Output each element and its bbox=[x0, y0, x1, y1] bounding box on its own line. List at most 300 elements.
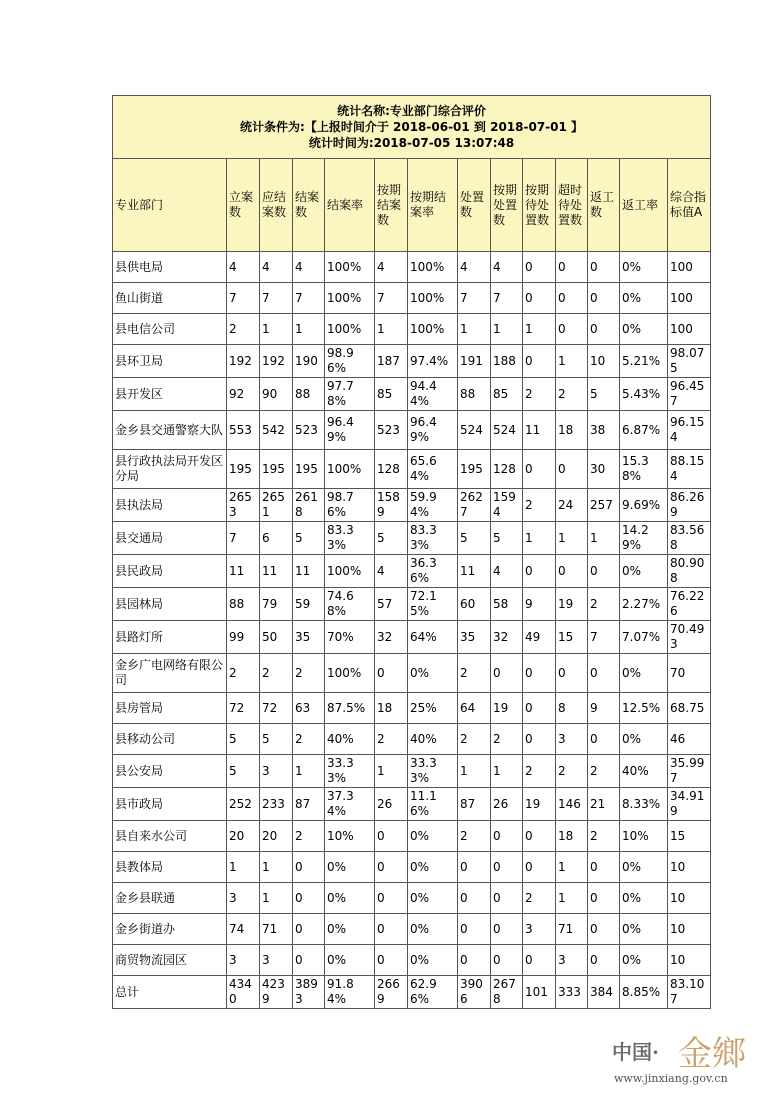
value-cell: 0% bbox=[325, 852, 375, 883]
value-cell: 384 bbox=[588, 976, 620, 1009]
value-cell: 3 bbox=[227, 883, 260, 914]
value-cell: 0 bbox=[523, 283, 556, 314]
value-cell: 32 bbox=[491, 621, 523, 654]
value-cell: 72 bbox=[227, 693, 260, 724]
value-cell: 1 bbox=[458, 314, 491, 345]
value-cell: 87 bbox=[458, 788, 491, 821]
value-cell: 0 bbox=[491, 821, 523, 852]
value-cell: 0 bbox=[588, 314, 620, 345]
value-cell: 0% bbox=[408, 852, 458, 883]
value-cell: 0 bbox=[375, 945, 408, 976]
value-cell: 15.38% bbox=[620, 450, 668, 489]
value-cell: 94.44% bbox=[408, 378, 458, 411]
value-cell: 0 bbox=[556, 252, 588, 283]
value-cell: 3 bbox=[260, 755, 293, 788]
value-cell: 1 bbox=[260, 852, 293, 883]
column-header: 结案率 bbox=[325, 159, 375, 252]
value-cell: 7 bbox=[458, 283, 491, 314]
value-cell: 192 bbox=[260, 345, 293, 378]
column-header: 处置数 bbox=[458, 159, 491, 252]
value-cell: 0 bbox=[556, 654, 588, 693]
value-cell: 1 bbox=[375, 755, 408, 788]
value-cell: 100% bbox=[325, 283, 375, 314]
value-cell: 553 bbox=[227, 411, 260, 450]
value-cell: 64% bbox=[408, 621, 458, 654]
value-cell: 1 bbox=[523, 522, 556, 555]
value-cell: 83.568 bbox=[668, 522, 711, 555]
value-cell: 11.16% bbox=[408, 788, 458, 821]
value-cell: 5 bbox=[588, 378, 620, 411]
value-cell: 90 bbox=[260, 378, 293, 411]
stat-time: 统计时间为:2018-07-05 13:07:48 bbox=[308, 136, 515, 150]
value-cell: 190 bbox=[293, 345, 325, 378]
value-cell: 2 bbox=[293, 654, 325, 693]
column-header: 返工数 bbox=[588, 159, 620, 252]
value-cell: 523 bbox=[293, 411, 325, 450]
value-cell: 74 bbox=[227, 914, 260, 945]
table-row bbox=[113, 654, 711, 693]
table-row bbox=[113, 252, 711, 283]
value-cell: 40% bbox=[325, 724, 375, 755]
value-cell: 5 bbox=[458, 522, 491, 555]
value-cell: 1 bbox=[523, 314, 556, 345]
value-cell: 1 bbox=[293, 314, 325, 345]
table-row bbox=[113, 621, 711, 654]
value-cell: 4 bbox=[375, 252, 408, 283]
value-cell: 60 bbox=[458, 588, 491, 621]
department-cell: 金乡街道办 bbox=[113, 914, 227, 945]
value-cell: 0 bbox=[588, 724, 620, 755]
value-cell: 10 bbox=[668, 883, 711, 914]
value-cell: 2 bbox=[458, 724, 491, 755]
value-cell: 4239 bbox=[260, 976, 293, 1009]
value-cell: 37.34% bbox=[325, 788, 375, 821]
value-cell: 195 bbox=[458, 450, 491, 489]
value-cell: 257 bbox=[588, 489, 620, 522]
value-cell: 4 bbox=[293, 252, 325, 283]
department-cell: 鱼山街道 bbox=[113, 283, 227, 314]
value-cell: 10 bbox=[588, 345, 620, 378]
value-cell: 524 bbox=[458, 411, 491, 450]
value-cell: 4 bbox=[491, 252, 523, 283]
table-row bbox=[113, 883, 711, 914]
value-cell: 96.49% bbox=[408, 411, 458, 450]
value-cell: 1 bbox=[227, 852, 260, 883]
value-cell: 97.78% bbox=[325, 378, 375, 411]
value-cell: 3 bbox=[260, 945, 293, 976]
value-cell: 21 bbox=[588, 788, 620, 821]
value-cell: 7 bbox=[375, 283, 408, 314]
value-cell: 0 bbox=[556, 283, 588, 314]
value-cell: 0 bbox=[458, 883, 491, 914]
value-cell: 0% bbox=[408, 914, 458, 945]
value-cell: 20 bbox=[227, 821, 260, 852]
value-cell: 33.33% bbox=[325, 755, 375, 788]
value-cell: 40% bbox=[408, 724, 458, 755]
table-row bbox=[113, 588, 711, 621]
table-row bbox=[113, 724, 711, 755]
value-cell: 32 bbox=[375, 621, 408, 654]
value-cell: 2669 bbox=[375, 976, 408, 1009]
table-row bbox=[113, 914, 711, 945]
value-cell: 4 bbox=[458, 252, 491, 283]
value-cell: 79 bbox=[260, 588, 293, 621]
value-cell: 1 bbox=[588, 522, 620, 555]
table-row bbox=[113, 283, 711, 314]
value-cell: 0% bbox=[620, 852, 668, 883]
value-cell: 3893 bbox=[293, 976, 325, 1009]
column-header: 按期待处置数 bbox=[523, 159, 556, 252]
value-cell: 7 bbox=[491, 283, 523, 314]
value-cell: 49 bbox=[523, 621, 556, 654]
table-row bbox=[113, 821, 711, 852]
value-cell: 96.154 bbox=[668, 411, 711, 450]
value-cell: 0% bbox=[620, 883, 668, 914]
value-cell: 88 bbox=[458, 378, 491, 411]
value-cell: 63 bbox=[293, 693, 325, 724]
value-cell: 2651 bbox=[260, 489, 293, 522]
value-cell: 3906 bbox=[458, 976, 491, 1009]
value-cell: 333 bbox=[556, 976, 588, 1009]
value-cell: 1 bbox=[375, 314, 408, 345]
value-cell: 1 bbox=[491, 314, 523, 345]
value-cell: 1 bbox=[556, 345, 588, 378]
column-header: 按期结案率 bbox=[408, 159, 458, 252]
value-cell: 0 bbox=[523, 252, 556, 283]
logo-china-text: 中国· bbox=[612, 1040, 659, 1064]
value-cell: 0 bbox=[588, 945, 620, 976]
value-cell: 100 bbox=[668, 314, 711, 345]
column-header-row bbox=[113, 159, 711, 252]
value-cell: 88.154 bbox=[668, 450, 711, 489]
value-cell: 62.96% bbox=[408, 976, 458, 1009]
column-header: 专业部门 bbox=[113, 159, 227, 252]
value-cell: 38 bbox=[588, 411, 620, 450]
value-cell: 128 bbox=[375, 450, 408, 489]
value-cell: 146 bbox=[556, 788, 588, 821]
value-cell: 30 bbox=[588, 450, 620, 489]
value-cell: 2 bbox=[458, 821, 491, 852]
stat-condition: 统计条件为:【上报时间介于 2018-06-01 到 2018-07-01 】 bbox=[240, 120, 584, 134]
table-row bbox=[113, 411, 711, 450]
department-cell: 县教体局 bbox=[113, 852, 227, 883]
value-cell: 0 bbox=[588, 252, 620, 283]
value-cell: 128 bbox=[491, 450, 523, 489]
table-row bbox=[113, 378, 711, 411]
value-cell: 92 bbox=[227, 378, 260, 411]
department-cell: 县供电局 bbox=[113, 252, 227, 283]
value-cell: 0 bbox=[523, 345, 556, 378]
value-cell: 34.919 bbox=[668, 788, 711, 821]
value-cell: 11 bbox=[227, 555, 260, 588]
value-cell: 50 bbox=[260, 621, 293, 654]
value-cell: 101 bbox=[523, 976, 556, 1009]
value-cell: 0 bbox=[556, 555, 588, 588]
value-cell: 7 bbox=[588, 621, 620, 654]
value-cell: 10 bbox=[668, 914, 711, 945]
value-cell: 98.76% bbox=[325, 489, 375, 522]
value-cell: 0 bbox=[523, 693, 556, 724]
department-cell: 县路灯所 bbox=[113, 621, 227, 654]
value-cell: 8.33% bbox=[620, 788, 668, 821]
value-cell: 64 bbox=[458, 693, 491, 724]
value-cell: 3 bbox=[523, 914, 556, 945]
value-cell: 57 bbox=[375, 588, 408, 621]
value-cell: 0% bbox=[620, 914, 668, 945]
table-body bbox=[113, 252, 711, 1009]
value-cell: 1 bbox=[293, 755, 325, 788]
value-cell: 19 bbox=[523, 788, 556, 821]
value-cell: 2 bbox=[523, 883, 556, 914]
value-cell: 1 bbox=[458, 755, 491, 788]
value-cell: 86.269 bbox=[668, 489, 711, 522]
value-cell: 4340 bbox=[227, 976, 260, 1009]
value-cell: 523 bbox=[375, 411, 408, 450]
value-cell: 0 bbox=[458, 945, 491, 976]
site-logo bbox=[612, 1026, 768, 1094]
value-cell: 85 bbox=[375, 378, 408, 411]
value-cell: 0% bbox=[620, 252, 668, 283]
table-row bbox=[113, 450, 711, 489]
value-cell: 0% bbox=[325, 883, 375, 914]
value-cell: 35 bbox=[293, 621, 325, 654]
value-cell: 100% bbox=[325, 252, 375, 283]
value-cell: 8 bbox=[556, 693, 588, 724]
value-cell: 0 bbox=[523, 724, 556, 755]
value-cell: 0 bbox=[375, 883, 408, 914]
value-cell: 5 bbox=[227, 755, 260, 788]
table-row bbox=[113, 852, 711, 883]
department-cell: 县交通局 bbox=[113, 522, 227, 555]
department-cell: 商贸物流园区 bbox=[113, 945, 227, 976]
value-cell: 9 bbox=[523, 588, 556, 621]
value-cell: 192 bbox=[227, 345, 260, 378]
table-row bbox=[113, 522, 711, 555]
value-cell: 542 bbox=[260, 411, 293, 450]
value-cell: 88 bbox=[227, 588, 260, 621]
department-cell: 县民政局 bbox=[113, 555, 227, 588]
table-row bbox=[113, 945, 711, 976]
value-cell: 70% bbox=[325, 621, 375, 654]
value-cell: 188 bbox=[491, 345, 523, 378]
value-cell: 0 bbox=[523, 821, 556, 852]
column-header: 立案数 bbox=[227, 159, 260, 252]
value-cell: 0 bbox=[523, 852, 556, 883]
value-cell: 0 bbox=[491, 945, 523, 976]
value-cell: 0 bbox=[375, 821, 408, 852]
value-cell: 98.96% bbox=[325, 345, 375, 378]
value-cell: 2 bbox=[375, 724, 408, 755]
value-cell: 2.27% bbox=[620, 588, 668, 621]
value-cell: 59.94% bbox=[408, 489, 458, 522]
value-cell: 10 bbox=[668, 945, 711, 976]
value-cell: 35 bbox=[458, 621, 491, 654]
value-cell: 72 bbox=[260, 693, 293, 724]
value-cell: 0 bbox=[556, 450, 588, 489]
value-cell: 0 bbox=[491, 914, 523, 945]
value-cell: 2 bbox=[523, 755, 556, 788]
value-cell: 0% bbox=[325, 914, 375, 945]
value-cell: 7.07% bbox=[620, 621, 668, 654]
value-cell: 0 bbox=[588, 883, 620, 914]
value-cell: 74.68% bbox=[325, 588, 375, 621]
department-cell: 县执法局 bbox=[113, 489, 227, 522]
table-row bbox=[113, 788, 711, 821]
value-cell: 96.457 bbox=[668, 378, 711, 411]
value-cell: 233 bbox=[260, 788, 293, 821]
value-cell: 26 bbox=[375, 788, 408, 821]
value-cell: 0 bbox=[293, 914, 325, 945]
value-cell: 100% bbox=[408, 314, 458, 345]
value-cell: 100% bbox=[325, 450, 375, 489]
value-cell: 1 bbox=[260, 314, 293, 345]
value-cell: 2 bbox=[227, 314, 260, 345]
value-cell: 4 bbox=[227, 252, 260, 283]
value-cell: 85 bbox=[491, 378, 523, 411]
value-cell: 2 bbox=[588, 821, 620, 852]
value-cell: 83.33% bbox=[325, 522, 375, 555]
value-cell: 0 bbox=[375, 914, 408, 945]
value-cell: 2 bbox=[227, 654, 260, 693]
value-cell: 0% bbox=[325, 945, 375, 976]
value-cell: 2678 bbox=[491, 976, 523, 1009]
department-cell: 县房管局 bbox=[113, 693, 227, 724]
value-cell: 72.15% bbox=[408, 588, 458, 621]
value-cell: 0 bbox=[588, 914, 620, 945]
value-cell: 1 bbox=[556, 522, 588, 555]
department-cell: 县行政执法局开发区分局 bbox=[113, 450, 227, 489]
table-row bbox=[113, 489, 711, 522]
value-cell: 7 bbox=[227, 283, 260, 314]
value-cell: 83.33% bbox=[408, 522, 458, 555]
value-cell: 9 bbox=[588, 693, 620, 724]
department-cell: 县移动公司 bbox=[113, 724, 227, 755]
column-header: 按期处置数 bbox=[491, 159, 523, 252]
site-url: www.jinxiang.gov.cn bbox=[614, 1072, 728, 1085]
value-cell: 1 bbox=[260, 883, 293, 914]
value-cell: 11 bbox=[523, 411, 556, 450]
value-cell: 2 bbox=[293, 821, 325, 852]
value-cell: 0 bbox=[491, 852, 523, 883]
value-cell: 97.4% bbox=[408, 345, 458, 378]
value-cell: 7 bbox=[227, 522, 260, 555]
value-cell: 4 bbox=[491, 555, 523, 588]
value-cell: 191 bbox=[458, 345, 491, 378]
value-cell: 2 bbox=[523, 489, 556, 522]
value-cell: 3 bbox=[556, 724, 588, 755]
value-cell: 3 bbox=[227, 945, 260, 976]
value-cell: 0% bbox=[408, 945, 458, 976]
value-cell: 87 bbox=[293, 788, 325, 821]
value-cell: 0 bbox=[556, 314, 588, 345]
value-cell: 15 bbox=[556, 621, 588, 654]
value-cell: 0% bbox=[620, 555, 668, 588]
value-cell: 10% bbox=[620, 821, 668, 852]
value-cell: 0 bbox=[491, 654, 523, 693]
value-cell: 2 bbox=[588, 755, 620, 788]
table-row bbox=[113, 693, 711, 724]
value-cell: 0 bbox=[588, 555, 620, 588]
department-cell: 县开发区 bbox=[113, 378, 227, 411]
value-cell: 20 bbox=[260, 821, 293, 852]
value-cell: 18 bbox=[375, 693, 408, 724]
column-header: 综合指标值A bbox=[668, 159, 711, 252]
value-cell: 524 bbox=[491, 411, 523, 450]
value-cell: 0 bbox=[523, 654, 556, 693]
value-cell: 59 bbox=[293, 588, 325, 621]
value-cell: 0 bbox=[523, 555, 556, 588]
value-cell: 35.997 bbox=[668, 755, 711, 788]
value-cell: 0 bbox=[588, 283, 620, 314]
value-cell: 88 bbox=[293, 378, 325, 411]
value-cell: 5 bbox=[375, 522, 408, 555]
value-cell: 5 bbox=[260, 724, 293, 755]
value-cell: 100% bbox=[408, 252, 458, 283]
value-cell: 0 bbox=[293, 945, 325, 976]
value-cell: 100% bbox=[325, 314, 375, 345]
value-cell: 2 bbox=[293, 724, 325, 755]
table-row bbox=[113, 755, 711, 788]
department-cell: 县电信公司 bbox=[113, 314, 227, 345]
stat-name: 统计名称:专业部门综合评价 bbox=[337, 104, 486, 118]
value-cell: 0 bbox=[375, 852, 408, 883]
value-cell: 18 bbox=[556, 411, 588, 450]
value-cell: 96.49% bbox=[325, 411, 375, 450]
value-cell: 195 bbox=[227, 450, 260, 489]
value-cell: 0% bbox=[408, 654, 458, 693]
value-cell: 11 bbox=[260, 555, 293, 588]
value-cell: 24 bbox=[556, 489, 588, 522]
value-cell: 100 bbox=[668, 252, 711, 283]
value-cell: 46 bbox=[668, 724, 711, 755]
value-cell: 5 bbox=[293, 522, 325, 555]
value-cell: 19 bbox=[491, 693, 523, 724]
value-cell: 195 bbox=[293, 450, 325, 489]
value-cell: 10% bbox=[325, 821, 375, 852]
value-cell: 9.69% bbox=[620, 489, 668, 522]
value-cell: 100% bbox=[325, 654, 375, 693]
value-cell: 5 bbox=[491, 522, 523, 555]
value-cell: 5 bbox=[227, 724, 260, 755]
value-cell: 2 bbox=[523, 378, 556, 411]
department-cell: 县公安局 bbox=[113, 755, 227, 788]
column-header: 按期结案数 bbox=[375, 159, 408, 252]
value-cell: 18 bbox=[556, 821, 588, 852]
value-cell: 0% bbox=[620, 283, 668, 314]
value-cell: 195 bbox=[260, 450, 293, 489]
value-cell: 100% bbox=[325, 555, 375, 588]
value-cell: 4 bbox=[375, 555, 408, 588]
value-cell: 11 bbox=[293, 555, 325, 588]
value-cell: 4 bbox=[260, 252, 293, 283]
value-cell: 0% bbox=[408, 821, 458, 852]
value-cell: 1 bbox=[491, 755, 523, 788]
value-cell: 0 bbox=[458, 852, 491, 883]
value-cell: 98.075 bbox=[668, 345, 711, 378]
value-cell: 70 bbox=[668, 654, 711, 693]
value-cell: 26 bbox=[491, 788, 523, 821]
report-header bbox=[113, 96, 711, 159]
value-cell: 1594 bbox=[491, 489, 523, 522]
value-cell: 8.85% bbox=[620, 976, 668, 1009]
column-header: 结案数 bbox=[293, 159, 325, 252]
value-cell: 2 bbox=[556, 755, 588, 788]
table-row bbox=[113, 345, 711, 378]
value-cell: 0 bbox=[523, 450, 556, 489]
value-cell: 0% bbox=[620, 314, 668, 345]
value-cell: 2653 bbox=[227, 489, 260, 522]
value-cell: 0% bbox=[620, 724, 668, 755]
